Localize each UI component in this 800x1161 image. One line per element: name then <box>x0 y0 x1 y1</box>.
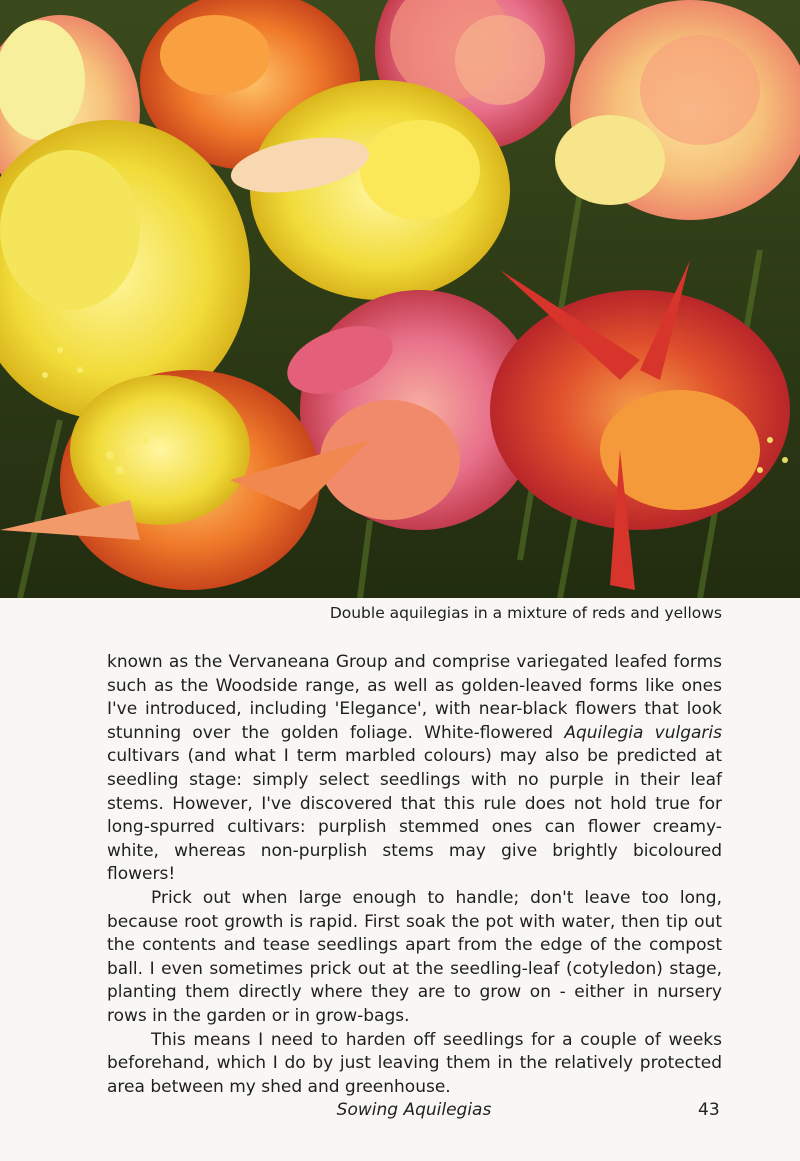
photo-caption: Double aquilegias in a mixture of reds and yellows <box>329 604 722 622</box>
paragraph-1 <box>107 651 722 887</box>
paragraph-3: This means I need to harden off seedlings for a couple of weeks beforehand, which I do by just leaving them in the relatively protected area between my shed and greenhouse. <box>107 1029 722 1097</box>
paragraph-1-text-a: known as the Vervaneana Group and comprise variegated leafed forms such as the Woodside range, as well as golden-leaved forms like ones I've introduced, including 'Elegance', with near-black flowers that look stunning over the golden foliage. White-flowered <box>107 652 722 743</box>
running-footer-title: Sowing Aquilegias <box>336 1100 492 1120</box>
body-text <box>107 651 722 1099</box>
paragraph-2: Prick out when large enough to handle; don't leave too long, because root growth is rapid. First soak the pot with water, then tip out the contents and tease seedlings apart from the edge of the compost ball. I even sometimes prick out at the seedling-leaf (cotyledon) stage, planting them directly where they are to grow on - either in nursery rows in the garden or in grow-bags. <box>107 887 722 1026</box>
paragraph-1-italic-name: Aquilegia vulgaris <box>564 722 722 743</box>
paragraph-1-text-b: cultivars (and what I term marbled colours) may also be predicted at seedling stage: simply select seedlings with no purple in their leaf stems. However, I've discovered that this rule does not hold true for long-spurred cultivars: purplish stemmed ones can flower creamy-white, whereas non-purplish stems may give brightly bicoloured flowers! <box>107 746 722 885</box>
page-number: 43 <box>698 1100 720 1120</box>
